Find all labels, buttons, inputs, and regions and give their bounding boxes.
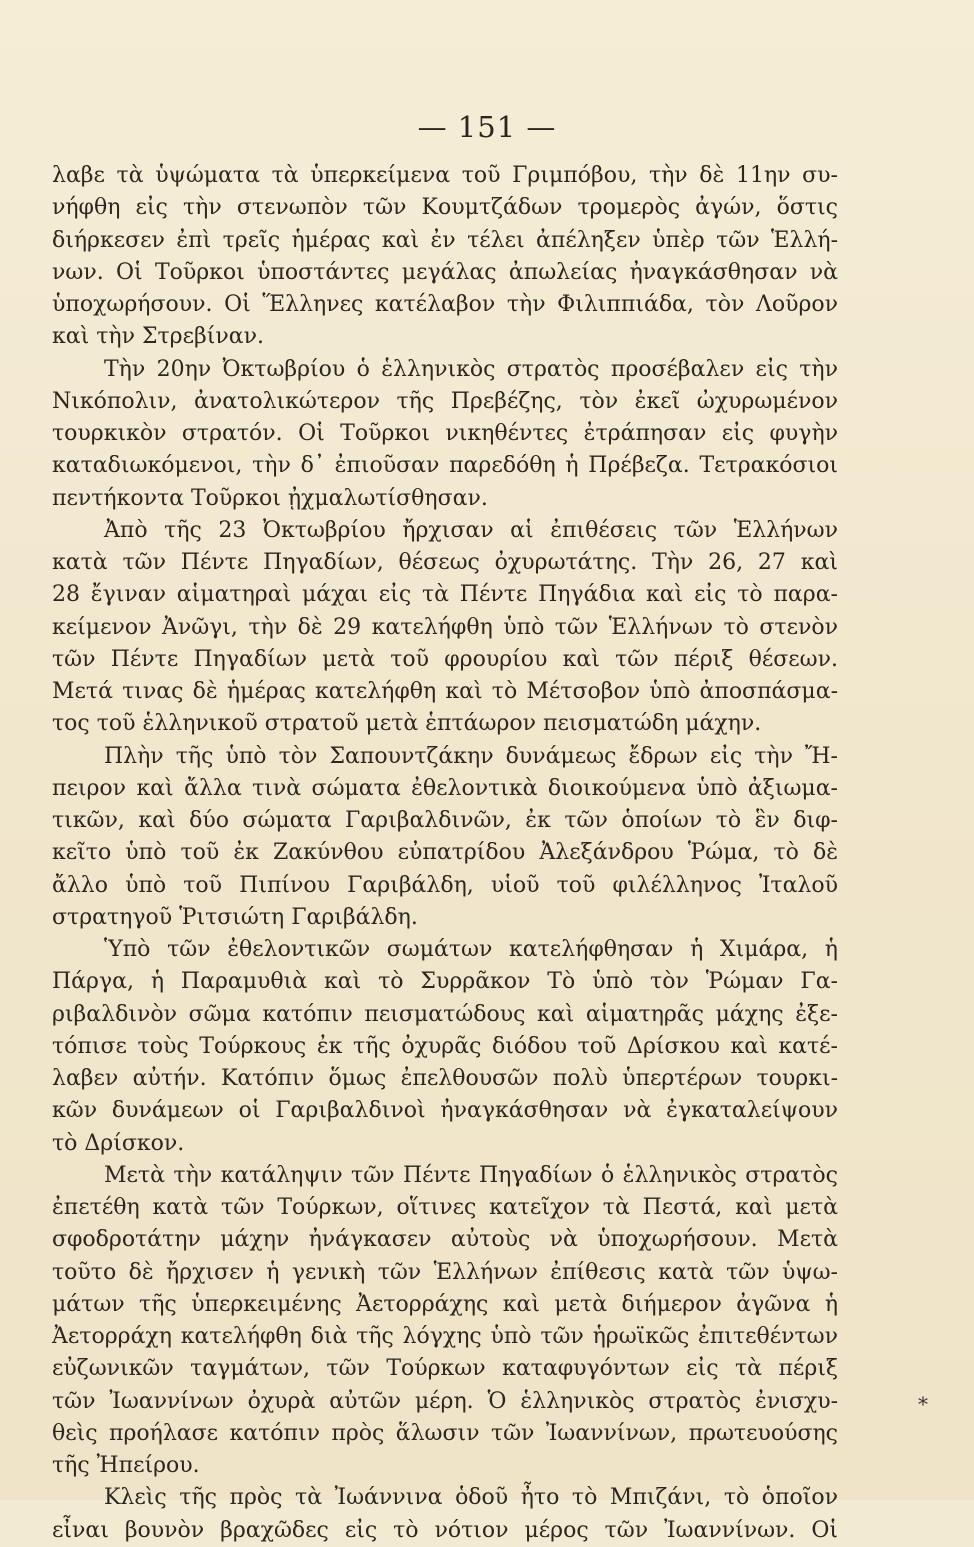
text-line: εὐζωνικῶν ταγμάτων, τῶν Τούρκων καταφυγόντων εἰς τὰ πέριξ	[52, 1356, 838, 1382]
text-line: τόπισε τοὺς Τούρκους ἐκ τῆς ὀχυρᾶς διόδου τοῦ Δρίσκου καὶ κατέ-	[52, 1033, 838, 1059]
text-line: κεῖτο ὑπὸ τοῦ ἐκ Ζακύνθου εὐπατρίδου Ἀλεξάνδρου Ῥώμα, τὸ δὲ	[52, 840, 838, 866]
text-line: λαβεν αὐτήν. Κατόπιν ὅμως ἐπελθουσῶν πολὺ ὑπερτέρων τουρκι-	[52, 1066, 838, 1091]
text-line: Πάργα, ἡ Παραμυθιὰ καὶ τὸ Συρρᾶκον Τὸ ὑπὸ τὸν Ῥώμαν Γα-	[52, 969, 838, 995]
text-line: νων. Οἱ Τοῦρκοι ὑποστάντες μεγάλας ἀπωλείας ἠναγκάσθησαν νὰ	[52, 259, 838, 285]
text-line: στρατηγοῦ Ῥιτσιώτη Γαριβάλδη.	[52, 904, 418, 930]
text-line: Νικόπολιν, ἀνατολικώτερον τῆς Πρεβέζης, τὸν ἐκεῖ ὠχυρωμένον	[52, 388, 838, 414]
text-line: λαβε τὰ ὑψώματα τὰ ὑπερκείμενα τοῦ Γριμπόβου, τὴν δὲ 11ην συ-	[52, 163, 838, 188]
text-line: Ὑπὸ τῶν ἐθελοντικῶν σωμάτων κατελήφθησαν ἡ Χιμάρα, ἡ	[104, 937, 838, 962]
text-line: τικῶν, καὶ δύο σώματα Γαριβαλδινῶν, ἐκ τῶν ὁποίων τὸ ἓν διφ-	[52, 808, 838, 833]
text-line: Ἀπὸ τῆς 23 Ὀκτωβρίου ἤρχισαν αἱ ἐπιθέσεις τῶν Ἑλλήνων	[104, 517, 838, 543]
text-line: τῆς Ἠπείρου.	[52, 1453, 200, 1478]
text-line: ριβαλδινὸν σῶμα κατόπιν πεισματώδους καὶ αἱματηρᾶς μάχης ἐξε-	[52, 1001, 838, 1027]
text-line: τὸ Δρίσκον.	[52, 1130, 185, 1156]
margin-asterisk: *	[918, 1392, 928, 1416]
text-line: Ἀετορράχη κατελήφθη διὰ τῆς λόγχης ὑπὸ τῶν ἡρωϊκῶς ἐπιτεθέντων	[52, 1324, 838, 1349]
text-line: ἐπετέθη κατὰ τῶν Τούρκων, οἵτινες κατεῖχον τὰ Πεστά, καὶ μετὰ	[52, 1195, 838, 1220]
text-line: Πλὴν τῆς ὑπὸ τὸν Σαπουντζάκην δυνάμεως ἔδρων εἰς τὴν Ἤ-	[104, 743, 838, 769]
text-line: διήρκεσεν ἐπὶ τρεῖς ἡμέρας καὶ ἐν τέλει ἀπέληξεν ὑπὲρ τῶν Ἑλλή-	[52, 227, 838, 253]
text-line: Μετά τινας δὲ ἡμέρας κατελήφθη καὶ τὸ Μέτσοβον ὑπὸ ἀποσπάσμα-	[52, 679, 838, 704]
text-line: σφοδροτάτην μάχην ἠνάγκασεν αὐτοὺς νὰ ὑποχωρήσουν. Μετὰ	[52, 1227, 838, 1253]
text-line: τοῦτο δὲ ἤρχισεν ἡ γενικὴ τῶν Ἑλλήνων ἐπίθεσις κατὰ τῶν ὑψω-	[52, 1259, 838, 1285]
text-line: τουρκικὸν στρατόν. Οἱ Τοῦρκοι νικηθέντες ἐτράπησαν εἰς φυγὴν	[52, 421, 838, 446]
text-line: θεὶς προήλασε κατόπιν πρὸς ἅλωσιν τῶν Ἰωαννίνων, πρωτευούσης	[52, 1420, 838, 1446]
text-line: καταδιωκόμενοι, τὴν δ᾽ ἐπιοῦσαν παρεδόθη ἡ Πρέβεζα. Τετρακόσιοι	[52, 453, 838, 479]
text-line: κατὰ τῶν Πέντε Πηγαδίων, θέσεως ὀχυρωτάτης. Τὴν 26, 27 καὶ	[52, 550, 838, 575]
text-line: κῶν δυνάμεων οἱ Γαριβαλδινοὶ ἠναγκάσθησαν νὰ ἐγκαταλείψουν	[52, 1098, 838, 1124]
text-line: καὶ τὴν Στρεβίναν.	[52, 324, 264, 350]
text-line: ἄλλο ὑπὸ τοῦ Πιπίνου Γαριβάλδη, υἱοῦ τοῦ φιλέλληνος Ἰταλοῦ	[52, 872, 838, 898]
text-line: κείμενον Ἀνῶγι, τὴν δὲ 29 κατελήφθη ὑπὸ τῶν Ἑλλήνων τὸ στενὸν	[52, 614, 838, 640]
text-line: μάτων τῆς ὑπερκειμένης Ἀετορράχης καὶ μετὰ διήμερον ἀγῶνα ἡ	[52, 1291, 838, 1317]
text-line: Τὴν 20ην Ὀκτωβρίου ὁ ἑλληνικὸς στρατὸς προσέβαλεν εἰς τὴν	[104, 356, 838, 382]
page-body-text	[52, 160, 838, 1547]
text-line: τῶν Ἰωαννίνων ὀχυρὰ αὐτῶν μέρη. Ὁ ἑλληνικὸς στρατὸς ἐνισχυ-	[52, 1388, 838, 1414]
text-line: τος τοῦ ἑλληνικοῦ στρατοῦ μετὰ ἑπτάωρον πεισματώδη μάχην.	[52, 711, 762, 737]
text-line: 28 ἔγιναν αἱματηραὶ μάχαι εἰς τὰ Πέντε Πηγάδια καὶ εἰς τὸ παρα-	[52, 582, 838, 608]
text-line: τῶν Πέντε Πηγαδίων μετὰ τοῦ φρουρίου καὶ τῶν πέριξ θέσεων.	[52, 646, 838, 672]
text-line: πειρον καὶ ἄλλα τινὰ σώματα ἐθελοντικὰ διοικούμενα ὑπὸ ἀξιωμα-	[52, 775, 838, 801]
text-line: Μετὰ τὴν κατάληψιν τῶν Πέντε Πηγαδίων ὁ ἑλληνικὸς στρατὸς	[104, 1162, 838, 1188]
page-number: — 151 —	[417, 110, 557, 144]
text-line: Κλεὶς τῆς πρὸς τὰ Ἰωάννινα ὁδοῦ ἦτο τὸ Μπιζάνι, τὸ ὁποῖον	[104, 1485, 838, 1511]
text-line: πεντήκοντα Τοῦρκοι ᾐχμαλωτίσθησαν.	[52, 485, 488, 511]
text-line: ὑποχωρήσουν. Οἱ Ἕλληνες κατέλαβον τὴν Φιλιππιάδα, τὸν Λοῦρον	[52, 292, 838, 317]
text-line: εἶναι βουνὸν βραχῶδες εἰς τὸ νότιον μέρος τῶν Ἰωαννίνων. Οἱ	[52, 1517, 838, 1543]
text-line: νήφθη εἰς τὴν στενωπὸν τῶν Κουμτζάδων τρομερὸς ἀγών, ὅστις	[52, 195, 838, 221]
